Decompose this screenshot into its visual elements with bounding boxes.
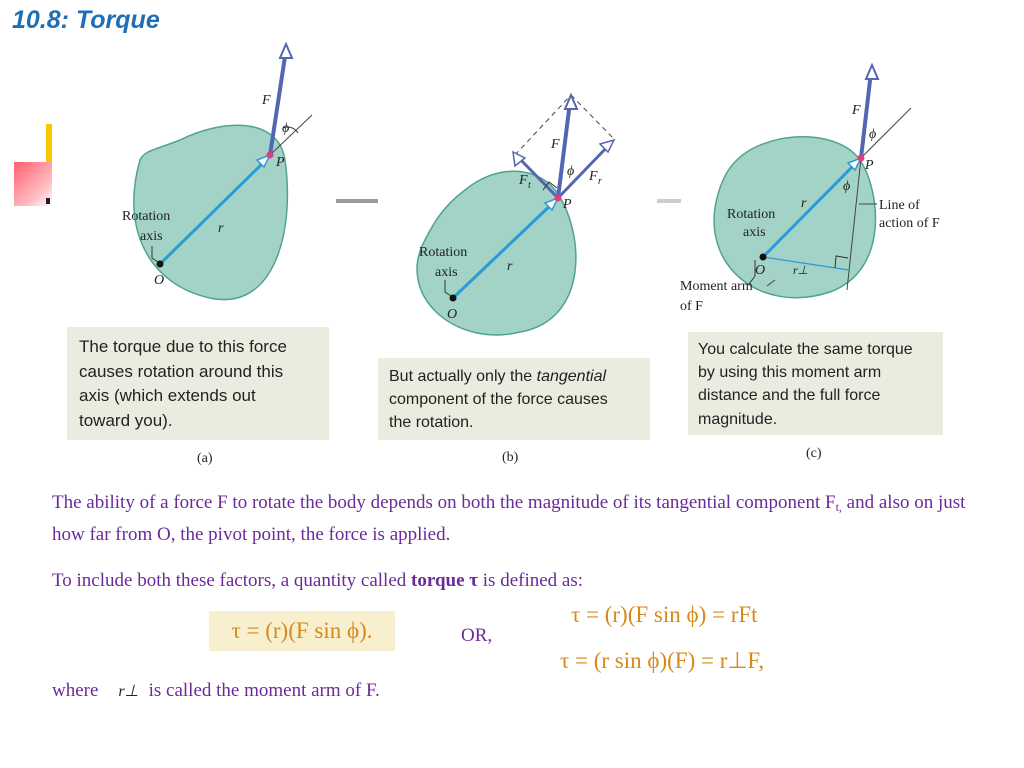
torque-equation-tangential: τ = (r)(F sin ϕ) = rFt: [571, 602, 758, 627]
torque-equation-moment-arm: τ = (r sin ϕ)(F) = r⊥F,: [560, 648, 765, 673]
caption-a-line: toward you).: [79, 410, 173, 430]
figure-b: [395, 30, 635, 330]
point-label: P: [563, 197, 572, 212]
caption-c-line: distance and the full force: [698, 387, 881, 405]
origin-label: O: [755, 263, 766, 278]
paragraph-text: is called the moment arm of F.: [148, 680, 380, 701]
paragraph-definition: [52, 570, 583, 592]
r-label: r: [507, 259, 513, 274]
application-point: [858, 155, 865, 162]
moment-arm-label-line2: of F: [680, 299, 703, 314]
force-label: F: [852, 103, 861, 118]
caption-c-line: by using this moment arm: [698, 364, 882, 382]
caption-c-line: magnitude.: [698, 410, 778, 428]
or-label: OR,: [461, 625, 493, 646]
paragraph-text: where: [52, 680, 99, 701]
radial-force-subscript: r: [598, 176, 602, 187]
r-perp-label: r⊥: [793, 263, 809, 277]
point-label: P: [276, 155, 285, 170]
tangential-force-subscript: t: [528, 180, 531, 191]
line-of-action-label-line2: action of F: [879, 216, 940, 231]
caption-b-line: the rotation.: [389, 414, 474, 432]
r-label: r: [801, 196, 807, 211]
application-point: [267, 152, 274, 159]
caption-b-line: [389, 365, 639, 388]
figure-c-sublabel: (c): [806, 446, 822, 461]
force-vector: [861, 72, 871, 158]
figure-a: [100, 30, 340, 330]
line-of-action-label-line1: Line of: [879, 198, 920, 213]
axis-label-line1: Rotation: [419, 245, 468, 260]
phi-label: ϕ: [282, 121, 290, 136]
radial-component-vector: [558, 144, 610, 198]
phi-label: ϕ: [567, 164, 575, 179]
moment-arm-label-line1: Moment arm: [680, 279, 753, 294]
axis-label-line1: Rotation: [122, 209, 171, 224]
application-point: [555, 195, 562, 202]
figure-c: [675, 30, 975, 330]
radial-force-label: F: [589, 169, 598, 184]
r-label: r: [218, 221, 224, 236]
decorative-bar-yellow: [46, 124, 52, 164]
caption-b-emphasis: tangential: [536, 368, 607, 385]
axis-label-line2: axis: [140, 229, 163, 244]
figure-a-diagram: [100, 30, 340, 330]
paragraph-text: and also on just how far from O, the pivot point, the force is applied.: [52, 492, 966, 545]
force-arrowhead: [565, 95, 577, 109]
figure-c-diagram: [675, 30, 975, 330]
phi-label-top: ϕ: [869, 127, 877, 142]
paragraph-moment-arm: [52, 680, 380, 702]
paragraph-subscript: t,: [835, 500, 842, 514]
axis-label-line2: axis: [743, 225, 766, 240]
paragraph-tangential: [52, 489, 992, 548]
point-label: P: [865, 158, 874, 173]
paragraph-text: To include both these factors, a quantity called: [52, 570, 412, 591]
origin-point: [760, 254, 767, 261]
tangential-force-label: F: [519, 173, 528, 188]
dashed-component-line: [571, 95, 615, 140]
force-label: F: [551, 137, 560, 152]
figure-a-sublabel: (a): [197, 451, 213, 466]
force-vector: [270, 50, 286, 155]
caption-b-text: But actually only the: [389, 368, 537, 385]
force-arrowhead: [280, 44, 292, 58]
moment-arm-symbol: r⊥: [118, 683, 139, 700]
origin-label: O: [154, 273, 165, 288]
axis-label-line1: Rotation: [727, 207, 776, 222]
axis-label-line2: axis: [435, 265, 458, 280]
paragraph-bold-term: torque τ: [411, 570, 479, 591]
figure-b-diagram: [395, 30, 635, 330]
force-arrowhead: [866, 65, 878, 79]
boxed-torque-equation: τ = (r)(F sin ϕ).: [209, 611, 395, 651]
caption-c: [688, 332, 943, 435]
paragraph-text: is defined as:: [478, 570, 584, 591]
decorative-dot: [46, 198, 50, 204]
force-label: F: [262, 93, 271, 108]
phi-label-bottom: ϕ: [843, 179, 851, 194]
caption-b: [378, 358, 650, 440]
caption-c-line: You calculate the same torque: [698, 341, 913, 358]
caption-a-line: axis (which extends out: [79, 386, 256, 406]
slide-title: 10.8: Torque: [12, 6, 160, 34]
origin-label: O: [447, 307, 458, 322]
decorative-dash: [336, 199, 378, 203]
force-vector: [558, 102, 570, 198]
figure-b-sublabel: (b): [502, 450, 519, 465]
caption-a: [67, 327, 329, 440]
paragraph-text: The ability of a force F to rotate the body depends on both the magnitude of its tangential component F: [52, 492, 836, 513]
caption-a-line: causes rotation around this: [79, 361, 284, 381]
caption-a-line: The torque due to this force: [79, 337, 287, 356]
caption-b-line: component of the force causes: [389, 391, 608, 409]
